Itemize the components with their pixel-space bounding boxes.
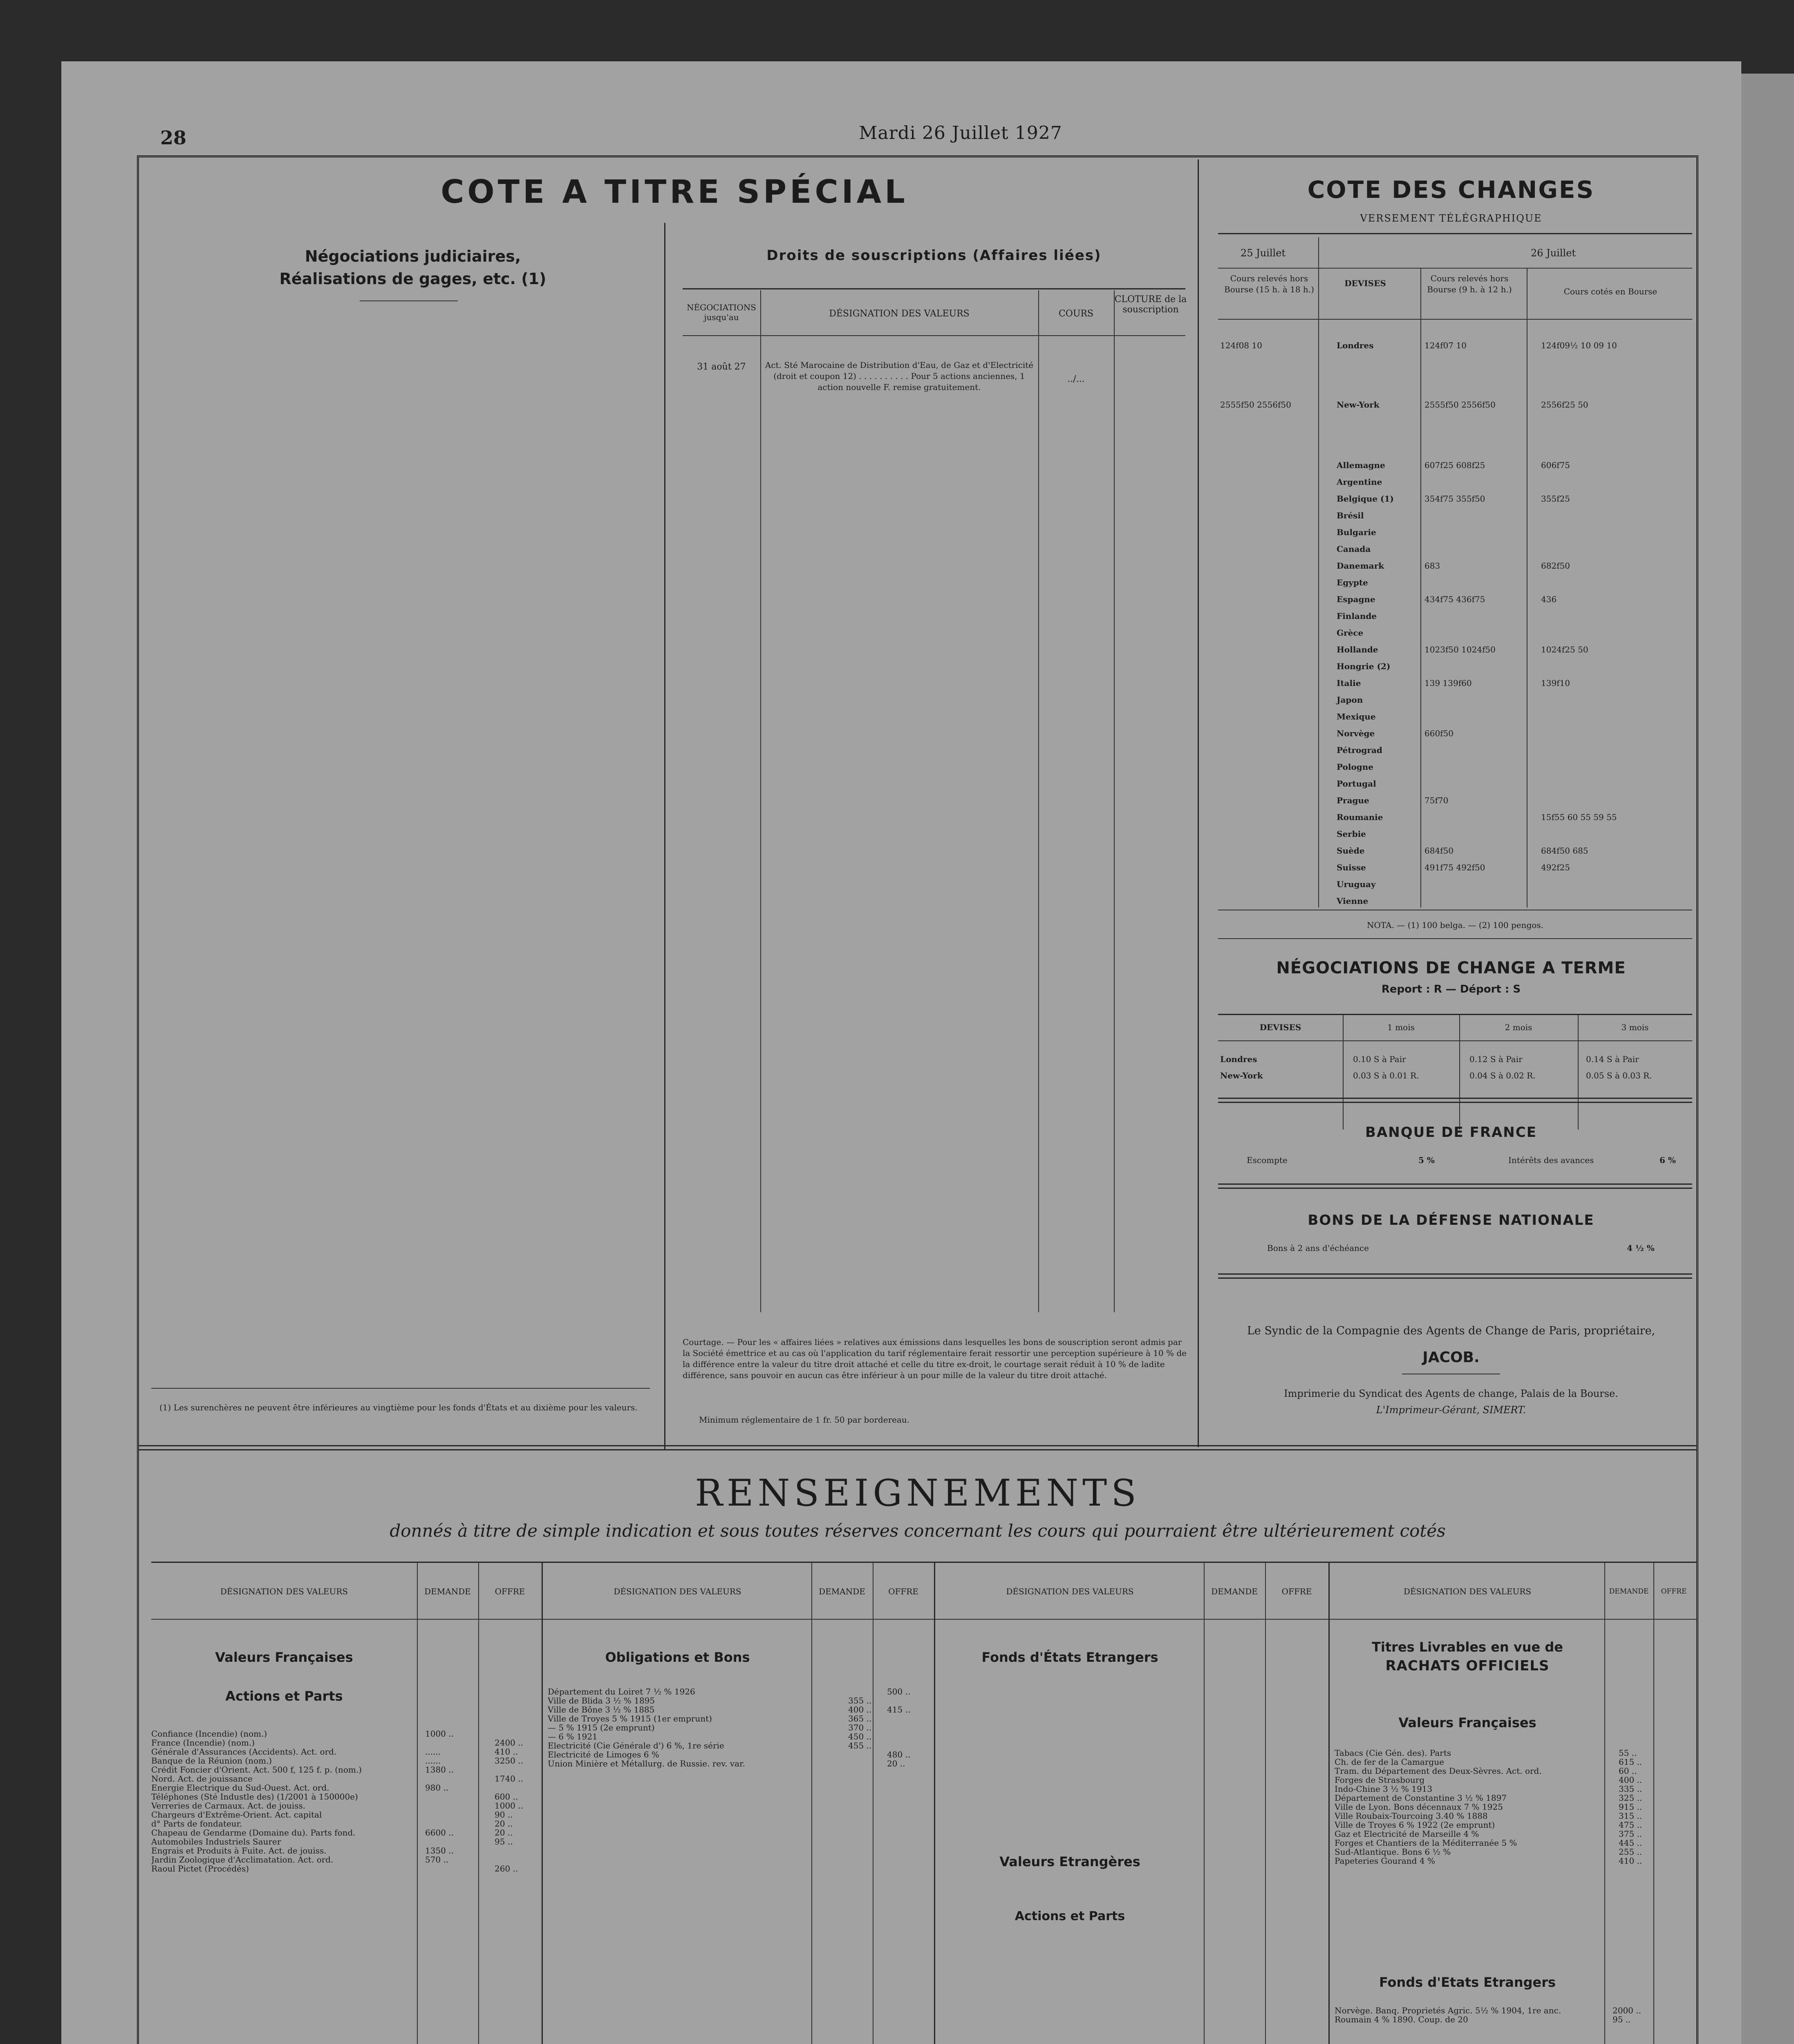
changes-devise: Canada <box>1337 544 1371 554</box>
col3-offre: OFFRE <box>1281 1587 1312 1596</box>
valeur-offre: 20 .. <box>887 1759 905 1768</box>
valeur-offre: 3250 .. <box>495 1756 523 1766</box>
terme-bottom-rule <box>1218 1098 1692 1099</box>
valeur-name: Tabacs (Cie Gén. des). Parts <box>1335 1748 1451 1758</box>
col2-demande: DEMANDE <box>819 1587 865 1596</box>
changes-col-rule <box>1420 268 1421 908</box>
valeur-demande: 475 .. <box>1619 1820 1642 1830</box>
valeur-demande: 55 .. <box>1619 1748 1637 1758</box>
changes-bourse: 2556f25 50 <box>1541 400 1588 410</box>
changes-devise: Suède <box>1337 846 1365 856</box>
droits-table-header-rule <box>683 335 1185 336</box>
valeur-offre: 20 .. <box>495 1819 513 1829</box>
valeur-demande: 445 .. <box>1619 1838 1642 1848</box>
col4-head-rachats-officiels: RACHATS OFFICIELS <box>1385 1658 1550 1674</box>
gerant-line: L'Imprimeur-Gérant, SIMERT. <box>1376 1404 1526 1416</box>
col-rule <box>1604 1563 1605 2044</box>
valeur-demande: 615 .. <box>1619 1757 1642 1767</box>
changes-prev: 124f08 10 <box>1220 341 1262 350</box>
valeur-name: Forges de Strasbourg <box>1335 1775 1425 1785</box>
nota-rule <box>1218 938 1692 939</box>
bons-title: BONS DE LA DÉFENSE NATIONALE <box>1308 1212 1595 1228</box>
changes-devise: Hollande <box>1337 645 1378 654</box>
changes-devise: Espagne <box>1337 594 1375 604</box>
col-designation: DÉSIGNATION DES VALEURS <box>829 309 970 319</box>
valeur-name: Chapeau de Gendarme (Domaine du). Parts fond. <box>151 1828 356 1838</box>
valeur-demande: 370 .. <box>848 1723 872 1732</box>
col3-head-fonds-etrangers: Fonds d'États Etrangers <box>981 1650 1158 1665</box>
valeur-offre: 480 .. <box>887 1750 911 1759</box>
valeur-name: Banque de la Réunion (nom.) <box>151 1756 272 1766</box>
changes-bourse: 684f50 685 <box>1541 846 1588 856</box>
column-divider <box>664 223 665 1449</box>
valeur-name: Chargeurs d'Extrême-Orient. Act. capital <box>151 1810 322 1820</box>
changes-devise: New-York <box>1337 400 1380 410</box>
changes-devise: Serbie <box>1337 829 1366 839</box>
changes-bourse: 436 <box>1541 594 1557 604</box>
valeur-demande: 1000 .. <box>425 1729 454 1739</box>
changes-devise: Londres <box>1337 341 1374 350</box>
valeur-name: Electricité de Limoges 6 % <box>548 1750 659 1759</box>
valeur-name: Sud-Atlantique. Bons 6 ½ % <box>1335 1847 1451 1857</box>
valeur-demande: 980 .. <box>425 1783 449 1793</box>
valeur-name: Energie Electrique du Sud-Ouest. Act. ord. <box>151 1783 329 1793</box>
droits-col-rule <box>1114 290 1115 1312</box>
changes-hors: 139 139f60 <box>1424 678 1472 688</box>
changes-devise: Grèce <box>1337 628 1364 638</box>
renseignements-subtitle: donnés à titre de simple indication et sous toutes réserves concernant les cours qui pourraient être ultérieurement cotés <box>390 1521 1446 1541</box>
valeur-name: Générale d'Assurances (Accidents). Act. ord. <box>151 1747 337 1757</box>
col2-offre: OFFRE <box>888 1587 918 1596</box>
terme-top-rule <box>1218 1014 1692 1015</box>
changes-devise: Japon <box>1337 695 1363 705</box>
terme-col-devises: DEVISES <box>1259 1022 1301 1032</box>
valeur-name: Forges et Chantiers de la Méditerranée 5 % <box>1335 1838 1517 1848</box>
valeur-demande: 400 .. <box>848 1705 872 1715</box>
changes-devise: Finlande <box>1337 611 1377 621</box>
valeur-name: Ville de Blida 3 ½ % 1895 <box>548 1696 655 1706</box>
escompte-value: 5 % <box>1418 1155 1435 1165</box>
col3-head-actions-parts: Actions et Parts <box>1015 1909 1125 1923</box>
valeur-demande: 570 .. <box>425 1855 449 1865</box>
changes-bourse: 15f55 60 55 59 55 <box>1541 812 1617 822</box>
bons-bottom-rule <box>1218 1273 1692 1275</box>
bons-label: Bons à 2 ans d'échéance <box>1267 1243 1369 1253</box>
valeur-demande: 95 .. <box>1613 2015 1631 2024</box>
droits-col-rule <box>1038 290 1039 1312</box>
terme-col-1mois: 1 mois <box>1387 1022 1415 1032</box>
valeur-name: Crédit Foncier d'Orient. Act. 500 f, 125 f. p. (nom.) <box>151 1765 362 1775</box>
valeur-offre: 20 .. <box>495 1828 513 1838</box>
valeur-name: Ch. de fer de la Camargue <box>1335 1757 1444 1767</box>
valeur-demande: 1380 .. <box>425 1765 454 1775</box>
changes-devise: Mexique <box>1337 712 1376 722</box>
row-date: 31 août 27 <box>697 362 746 372</box>
col1-demande: DEMANDE <box>424 1587 471 1596</box>
changes-devise: Belgique (1) <box>1337 494 1394 504</box>
valeur-offre: 2400 .. <box>495 1738 523 1748</box>
valeur-demande: 315 .. <box>1619 1811 1642 1821</box>
changes-devise: Argentine <box>1337 477 1382 487</box>
changes-prev: 2555f50 2556f50 <box>1220 400 1291 410</box>
valeur-demande: 365 .. <box>848 1714 872 1724</box>
changes-devise: Danemark <box>1337 561 1384 571</box>
changes-devise: Pologne <box>1337 762 1374 772</box>
titre-special-title: COTE A TITRE SPÉCIAL <box>441 174 908 211</box>
valeur-demande: 6600 .. <box>425 1828 454 1838</box>
valeur-offre: 260 .. <box>495 1864 518 1874</box>
valeur-name: Téléphones (Sté Industle des) (1/2001 à 150000e) <box>151 1792 358 1802</box>
valeur-demande: 355 .. <box>848 1696 872 1706</box>
col-devises: DEVISES <box>1344 278 1386 288</box>
changes-hors: 434f75 436f75 <box>1424 594 1485 604</box>
changes-devise: Roumanie <box>1337 812 1383 822</box>
terme-subtitle: Report : R — Déport : S <box>1381 983 1521 995</box>
col4-designation: DÉSIGNATION DES VALEURS <box>1403 1587 1532 1596</box>
valeur-name: Nord. Act. de jouissance <box>151 1774 253 1784</box>
valeur-demande: ...... <box>425 1747 441 1757</box>
droits-col-rule <box>760 290 761 1312</box>
valeur-demande: 255 .. <box>1619 1847 1642 1857</box>
syndic-line: Le Syndic de la Compagnie des Agents de Change de Paris, propriétaire, <box>1247 1325 1655 1337</box>
page-number: 28 <box>160 127 187 149</box>
terme-3mois: 0.14 S à Pair <box>1586 1054 1639 1064</box>
realisations-heading: Réalisations de gages, etc. (1) <box>279 270 546 288</box>
valeur-name: Verreries de Carmaux. Act. de jouiss. <box>151 1801 306 1811</box>
changes-hors: 1023f50 1024f50 <box>1424 645 1496 654</box>
col1-head-actions-parts: Actions et Parts <box>225 1688 343 1704</box>
col2-head-obligations: Obligations et Bons <box>605 1650 750 1665</box>
changes-title: COTE DES CHANGES <box>1307 176 1595 204</box>
bons-bottom-rule-2 <box>1218 1278 1692 1279</box>
changes-hors: 2555f50 2556f50 <box>1424 400 1496 410</box>
valeur-name: Gaz et Electricité de Marseille 4 % <box>1335 1829 1479 1839</box>
valeur-offre: 410 .. <box>495 1747 518 1757</box>
col3-head-valeurs-etrangeres: Valeurs Etrangères <box>999 1854 1140 1869</box>
avances-value: 6 % <box>1660 1155 1676 1165</box>
valeur-name: Ville de Bône 3 ½ % 1885 <box>548 1705 655 1715</box>
valeur-name: Automobiles Industriels Saurer <box>151 1837 281 1847</box>
valeur-demande: 60 .. <box>1619 1766 1637 1776</box>
valeur-demande: 1350 .. <box>425 1846 454 1856</box>
terme-3mois: 0.05 S à 0.03 R. <box>1586 1071 1652 1080</box>
surenchere-footnote: (1) Les surenchères ne peuvent être inférieures au vingtième pour les fonds d'États et au dixième pour les valeurs. <box>159 1403 638 1412</box>
col4-head-titres-livrables: Titres Livrables en vue de <box>1372 1639 1563 1655</box>
changes-hors: 354f75 355f50 <box>1424 494 1485 504</box>
renseignements-top-rule-2 <box>139 1449 1696 1450</box>
changes-hors: 607f25 608f25 <box>1424 460 1485 470</box>
valeur-name: Tram. du Département des Deux-Sèvres. Act. ord. <box>1335 1766 1542 1776</box>
valeur-name: Confiance (Incendie) (nom.) <box>151 1729 267 1739</box>
row-designation: Act. Sté Marocaine de Distribution d'Eau, de Gaz et d'Electricité (droit et coupon 12) . . . . . . . . . . Pour 5 actions anciennes, 1 action nouvelle F. remise gratuitement. <box>765 360 1034 392</box>
col1-head-valeurs-francaises: Valeurs Françaises <box>215 1650 353 1665</box>
date-25: 25 Juillet <box>1240 247 1286 259</box>
renseignements-top-rule <box>139 1445 1696 1446</box>
valeur-name: Indo-Chine 3 ½ % 1913 <box>1335 1784 1433 1794</box>
terme-devise: Londres <box>1220 1054 1257 1064</box>
changes-bourse: 492f25 <box>1541 863 1570 872</box>
changes-bourse: 1024f25 50 <box>1541 645 1588 654</box>
changes-bourse: 124f09½ 10 09 10 <box>1541 341 1617 350</box>
row-cours: ../... <box>1067 374 1085 384</box>
col4-head-fonds-etrangers: Fonds d'Etats Etrangers <box>1379 1975 1556 1990</box>
valeur-name: Engrais et Produits à Fuite. Act. de jouiss. <box>151 1846 327 1856</box>
valeur-name: Ville de Troyes 6 % 1922 (2e emprunt) <box>1335 1820 1495 1830</box>
renseignements-header-rule <box>151 1619 1696 1620</box>
col-cours-bourse: Cours cotés en Bourse <box>1563 287 1657 296</box>
changes-date-rule <box>1218 268 1692 269</box>
page-date: Mardi 26 Juillet 1927 <box>859 123 1062 143</box>
col-cours: COURS <box>1058 309 1094 319</box>
col4-offre: OFFRE <box>1661 1587 1687 1596</box>
valeur-offre: 500 .. <box>887 1687 911 1697</box>
changes-devise: Allemagne <box>1337 460 1385 470</box>
valeur-name: France (Incendie) (nom.) <box>151 1738 255 1748</box>
valeur-name: Union Minière et Métallurg. de Russie. rev. var. <box>548 1759 745 1768</box>
banque-bottom-rule <box>1218 1183 1692 1185</box>
valeur-demande: 450 .. <box>848 1732 872 1741</box>
col-rule <box>1653 1563 1654 2044</box>
changes-hors: 660f50 <box>1424 728 1454 738</box>
changes-devise: Prague <box>1337 796 1369 805</box>
valeur-name: Département du Loiret 7 ½ % 1926 <box>548 1687 695 1697</box>
changes-devise: Egypte <box>1337 578 1368 587</box>
bons-value: 4 ½ % <box>1627 1243 1655 1253</box>
changes-devise: Suisse <box>1337 863 1366 872</box>
col-hors-bourse-26: Cours relevés hors Bourse (9 h. à 12 h.) <box>1427 273 1512 294</box>
col-rule <box>811 1563 812 2044</box>
col4-demande: DEMANDE <box>1609 1587 1649 1596</box>
valeur-offre: 95 .. <box>495 1837 513 1847</box>
changes-bourse: 682f50 <box>1541 561 1570 571</box>
renseignements-table-top <box>151 1562 1696 1563</box>
changes-devise: Bulgarie <box>1337 527 1376 537</box>
valeur-offre: 600 .. <box>495 1792 518 1802</box>
valeur-offre: 1740 .. <box>495 1774 523 1784</box>
valeur-offre: 1000 .. <box>495 1801 523 1811</box>
changes-hors: 124f07 10 <box>1424 341 1467 350</box>
terme-devise: New-York <box>1220 1071 1263 1080</box>
valeur-demande: 915 .. <box>1619 1802 1642 1812</box>
valeur-name: Raoul Pictet (Procédés) <box>151 1864 249 1874</box>
minimum-note: Minimum réglementaire de 1 fr. 50 par bordereau. <box>699 1415 910 1425</box>
imprimerie-line: Imprimerie du Syndicat des Agents de change, Palais de la Bourse. <box>1284 1388 1618 1399</box>
col-rule <box>417 1563 418 2044</box>
negociations-heading: Négociations judiciaires, <box>305 247 521 265</box>
changes-devise: Italie <box>1337 678 1361 688</box>
valeur-demande: 410 .. <box>1619 1856 1642 1866</box>
valeur-name: Electricité (Cie Générale d') 6 %, 1re série <box>548 1741 724 1750</box>
droits-table-top <box>683 288 1185 289</box>
avances-label: Intérêts des avances <box>1508 1155 1594 1165</box>
changes-devise: Pétrograd <box>1337 745 1382 755</box>
col-negociations: NÉGOCIATIONS jusqu'au <box>687 303 756 322</box>
valeur-name: Jardin Zoologique d'Acclimatation. Act. ord. <box>151 1855 334 1865</box>
changes-devise: Hongrie (2) <box>1337 661 1391 671</box>
valeur-name: Roumain 4 % 1890. Coup. de 20 <box>1335 2015 1468 2024</box>
changes-devise: Uruguay <box>1337 879 1376 889</box>
col-rule <box>478 1563 479 2044</box>
changes-bourse: 139f10 <box>1541 678 1570 688</box>
terme-title: NÉGOCIATIONS DE CHANGE A TERME <box>1276 959 1626 977</box>
changes-header-rule <box>1218 319 1692 320</box>
valeur-name: Ville de Lyon. Bons décennaux 7 % 1925 <box>1335 1802 1503 1812</box>
valeur-name: Papeteries Gourand 4 % <box>1335 1856 1435 1866</box>
col1-offre: OFFRE <box>495 1587 525 1596</box>
valeur-offre: 90 .. <box>495 1810 513 1820</box>
valeur-demande: 2000 .. <box>1613 2006 1641 2015</box>
column-divider-changes <box>1198 159 1199 1447</box>
changes-top-rule <box>1218 233 1692 234</box>
col3-designation: DÉSIGNATION DES VALEURS <box>1006 1587 1134 1596</box>
changes-bourse: 606f75 <box>1541 460 1570 470</box>
changes-devise: Brésil <box>1337 511 1364 520</box>
col-rule <box>1265 1563 1266 2044</box>
courtage-note: Courtage. — Pour les « affaires liées » relatives aux émissions dans lesquelles les bons de souscription seront admis par la Société émettrice et au cas où l'application du tarif réglementaire ferait ressortir une perception supérieure à 10 % de la différence entre la valeur du titre droit attaché et celle du titre ex-droit, le courtage serait réduit à 10 % de ladite différence, sans pouvoir en aucun cas être inférieur à un pour mille de la valeur du titre droit attaché. <box>683 1337 1187 1380</box>
terme-2mois: 0.12 S à Pair <box>1469 1054 1523 1064</box>
renseignements-col-divider <box>1328 1563 1330 2044</box>
valeur-demande: 335 .. <box>1619 1784 1642 1794</box>
terme-bottom-rule-2 <box>1218 1102 1692 1103</box>
terme-1mois: 0.03 S à 0.01 R. <box>1353 1071 1419 1080</box>
valeur-name: — 5 % 1915 (2e emprunt) <box>548 1723 655 1732</box>
changes-hors: 683 <box>1424 561 1440 571</box>
heading-rule <box>360 300 458 301</box>
terme-2mois: 0.04 S à 0.02 R. <box>1469 1071 1536 1080</box>
valeur-name: Département de Constantine 3 ½ % 1897 <box>1335 1793 1507 1803</box>
footnote-rule <box>151 1388 650 1389</box>
valeur-demande: 325 .. <box>1619 1793 1642 1803</box>
col3-demande: DEMANDE <box>1211 1587 1258 1596</box>
changes-nota: NOTA. — (1) 100 belga. — (2) 100 pengos. <box>1367 920 1543 930</box>
col-rule <box>1204 1563 1205 2044</box>
terme-1mois: 0.10 S à Pair <box>1353 1054 1406 1064</box>
banque-title: BANQUE DE FRANCE <box>1365 1124 1537 1141</box>
changes-hors: 684f50 <box>1424 846 1454 856</box>
droits-heading: Droits de souscriptions (Affaires liées) <box>766 247 1102 264</box>
changes-devise: Portugal <box>1337 779 1376 789</box>
changes-subtitle: VERSEMENT TÉLÉGRAPHIQUE <box>1360 213 1542 224</box>
valeur-demande: ...... <box>425 1756 441 1766</box>
valeur-name: Ville Roubaix-Tourcoing 3.40 % 1888 <box>1335 1811 1488 1821</box>
terme-col-3mois: 3 mois <box>1621 1022 1649 1032</box>
valeur-name: d° Parts de fondateur. <box>151 1819 242 1829</box>
date-26: 26 Juillet <box>1530 247 1576 259</box>
syndic-name: JACOB. <box>1422 1349 1480 1366</box>
renseignements-title: RENSEIGNEMENTS <box>695 1472 1140 1515</box>
banque-bottom-rule-2 <box>1218 1188 1692 1189</box>
col1-designation: DÉSIGNATION DES VALEURS <box>220 1587 348 1596</box>
valeur-demande: 375 .. <box>1619 1829 1642 1839</box>
valeur-name: — 6 % 1921 <box>548 1732 598 1741</box>
valeur-offre: 415 .. <box>887 1705 911 1715</box>
valeur-demande: 400 .. <box>1619 1775 1642 1785</box>
valeur-name: Ville de Troyes 5 % 1915 (1er emprunt) <box>548 1714 712 1724</box>
changes-devise: Norvège <box>1337 728 1375 738</box>
changes-bourse: 355f25 <box>1541 494 1570 504</box>
valeur-demande: 455 .. <box>848 1741 872 1750</box>
valeur-name: Norvège. Banq. Proprietés Agric. 5½ % 1904, 1re anc. <box>1335 2006 1561 2015</box>
terme-header-rule <box>1218 1040 1692 1041</box>
renseignements-col-divider <box>542 1563 543 2044</box>
col4-head-valeurs-francaises: Valeurs Françaises <box>1398 1715 1536 1730</box>
changes-hors: 75f70 <box>1424 796 1449 805</box>
col-cloture: CLOTURE de la souscription <box>1114 294 1187 315</box>
escompte-label: Escompte <box>1247 1155 1288 1165</box>
terme-col-2mois: 2 mois <box>1505 1022 1532 1032</box>
renseignements-col-divider <box>934 1563 935 2044</box>
col-hors-bourse-25: Cours relevés hors Bourse (15 h. à 18 h.) <box>1224 273 1314 294</box>
changes-col-rule <box>1318 237 1319 908</box>
changes-hors: 491f75 492f50 <box>1424 863 1485 872</box>
col2-designation: DÉSIGNATION DES VALEURS <box>614 1587 741 1596</box>
changes-devise: Vienne <box>1337 896 1368 906</box>
